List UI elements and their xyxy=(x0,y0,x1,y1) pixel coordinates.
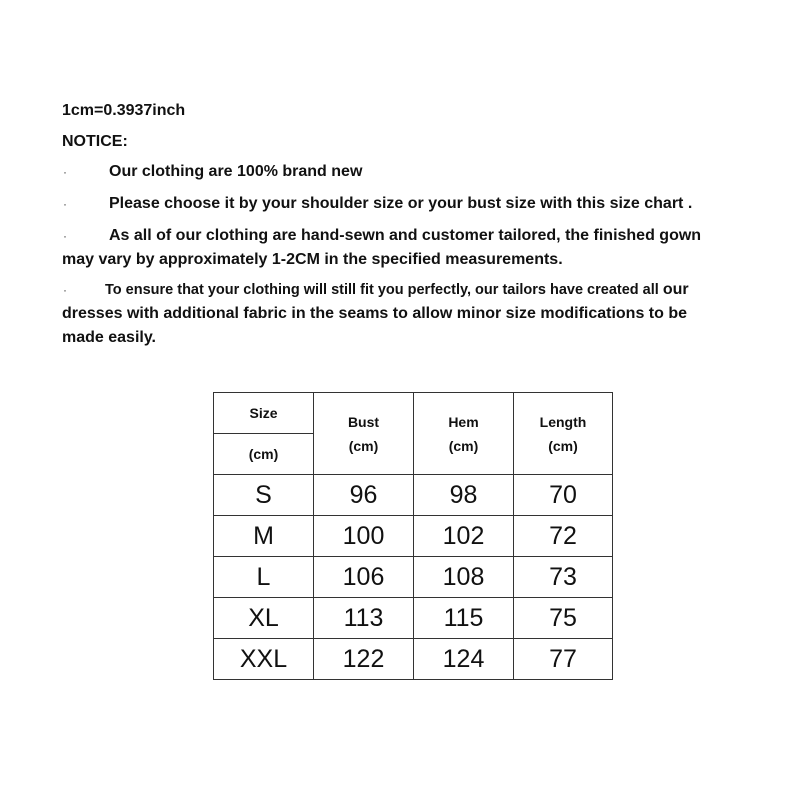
notice-section xyxy=(62,99,762,350)
bust-header-unit: (cm) xyxy=(348,437,379,454)
hem-header-label: Hem xyxy=(448,413,479,430)
notice-item-2 xyxy=(62,192,762,216)
length-cell: 72 xyxy=(514,516,613,557)
notice-item-3-line-2: may vary by approximately 1-2CM in the specified measurements. xyxy=(62,251,563,268)
hem-cell: 115 xyxy=(414,598,514,639)
bust-header xyxy=(314,393,414,475)
length-header-unit: (cm) xyxy=(548,437,578,454)
table-row xyxy=(214,557,613,598)
bust-cell: 122 xyxy=(314,639,414,680)
size-cell: L xyxy=(214,557,314,598)
notice-item-4-line-1-text: To ensure that your clothing will still fit you perfectly, our tailors have created all xyxy=(105,282,659,298)
unit-conversion: 1cm=0.3937inch xyxy=(62,102,186,119)
table-row xyxy=(214,598,613,639)
notice-item-4-line-2: dresses with additional fabric in the seams to allow minor size modifications to be xyxy=(62,305,688,322)
size-cell: S xyxy=(214,475,314,516)
notice-title: NOTICE: xyxy=(62,133,128,150)
hem-header xyxy=(414,393,514,475)
notice-item-2-text: Please choose it by your shoulder size or your bust size with this size chart . xyxy=(109,195,693,212)
bullet-icon: · xyxy=(63,197,67,211)
size-cell: XXL xyxy=(214,639,314,680)
notice-item-3-line-1: As all of our clothing are hand-sewn and customer tailored, the finished gown xyxy=(109,227,702,244)
bullet-icon: · xyxy=(63,165,67,179)
notice-item-1 xyxy=(62,160,762,184)
size-cell: M xyxy=(214,516,314,557)
length-header xyxy=(514,393,613,475)
hem-cell: 102 xyxy=(414,516,514,557)
bust-cell: 106 xyxy=(314,557,414,598)
notice-item-4-line-1-end: our xyxy=(662,281,689,298)
hem-cell: 124 xyxy=(414,639,514,680)
table-row xyxy=(214,639,613,680)
notice-item-4-line-3: made easily. xyxy=(62,329,156,346)
bust-cell: 113 xyxy=(314,598,414,639)
length-cell: 75 xyxy=(514,598,613,639)
size-header: Size xyxy=(214,393,314,434)
length-cell: 77 xyxy=(514,639,613,680)
hem-header-unit: (cm) xyxy=(448,437,479,454)
length-header-label: Length xyxy=(539,413,587,430)
bullet-icon: · xyxy=(63,283,67,297)
bust-cell: 96 xyxy=(314,475,414,516)
size-chart-table xyxy=(213,392,613,680)
hem-cell: 108 xyxy=(414,557,514,598)
size-cell: XL xyxy=(214,598,314,639)
table-header-row xyxy=(214,393,613,434)
notice-item-4-line-1 xyxy=(62,278,762,302)
notice-item-4 xyxy=(62,278,762,350)
notice-item-1-text: Our clothing are 100% brand new xyxy=(109,163,363,180)
hem-cell: 98 xyxy=(414,475,514,516)
size-unit-header: (cm) xyxy=(214,434,314,475)
length-cell: 70 xyxy=(514,475,613,516)
length-cell: 73 xyxy=(514,557,613,598)
notice-item-3 xyxy=(62,224,762,272)
bust-header-label: Bust xyxy=(347,413,380,430)
table-row xyxy=(214,475,613,516)
table-row xyxy=(214,516,613,557)
bust-cell: 100 xyxy=(314,516,414,557)
bullet-icon: · xyxy=(63,229,67,243)
